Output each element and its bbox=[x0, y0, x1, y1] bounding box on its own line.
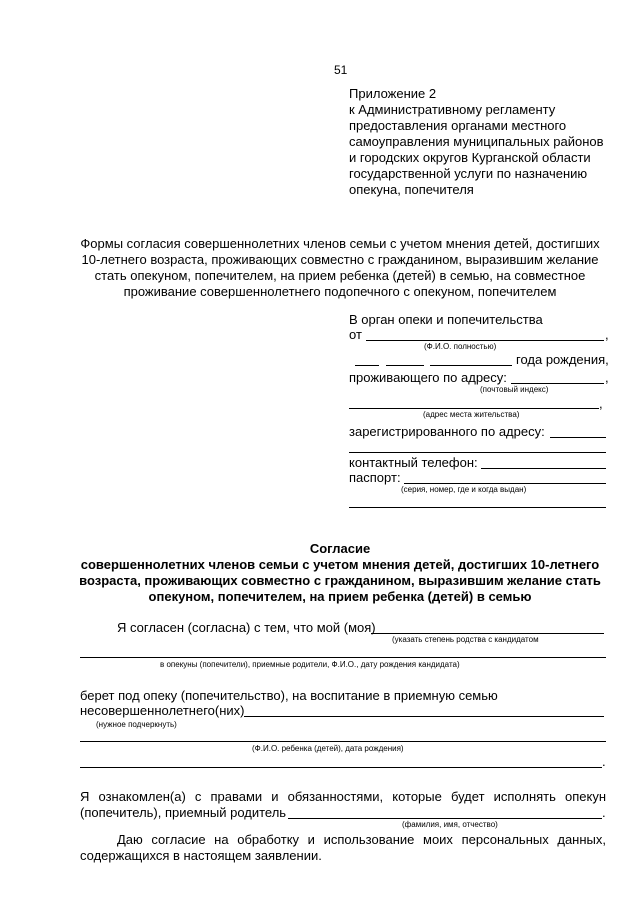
postal-line[interactable] bbox=[511, 383, 604, 384]
period: . bbox=[602, 754, 606, 769]
fio-hint: (Ф.И.О. полностью) bbox=[424, 342, 497, 351]
birth-year-label: года рождения, bbox=[516, 352, 609, 367]
phone-line[interactable] bbox=[481, 468, 606, 469]
postal-hint: (почтовый индекс) bbox=[480, 385, 549, 394]
kinship-hint: (указать степень родства с кандидатом bbox=[392, 635, 539, 644]
comma: , bbox=[605, 327, 609, 342]
familiar-line-1: Я ознакомлен(а) с правами и обязанностями, которые будет исполнять опекун bbox=[80, 789, 606, 804]
agree-text: Я согласен (согласна) с тем, что мой (моя) bbox=[117, 620, 376, 635]
phone-label: контактный телефон: bbox=[349, 455, 478, 470]
name-line[interactable] bbox=[288, 818, 602, 819]
pd-line-2: содержащихся в настоящем заявлении. bbox=[80, 848, 322, 863]
birth-month-line[interactable] bbox=[386, 365, 424, 366]
appendix-line: и городских округов Курганской области bbox=[349, 150, 591, 165]
underline-hint: (нужное подчеркнуть) bbox=[96, 720, 177, 729]
pd-line-1: Даю согласие на обработку и использование моих персональных данных, bbox=[117, 832, 606, 847]
living-label: проживающего по адресу: bbox=[349, 370, 507, 385]
appendix-line: опекуна, попечителя bbox=[349, 182, 474, 197]
consent-subtitle-line: возраста, проживающих совместно с гражданином, выразившим желание стать bbox=[79, 573, 601, 588]
consent-title: Согласие bbox=[309, 541, 371, 556]
period: . bbox=[602, 805, 606, 820]
appendix-line: Приложение 2 bbox=[349, 86, 437, 101]
forms-title-line: Формы согласия совершеннолетних членов семьи с учетом мнения детей, достигших bbox=[80, 236, 600, 251]
appendix-line: государственной услуги по назначению bbox=[349, 166, 588, 181]
minor-text: несовершеннолетнего(них) bbox=[80, 703, 245, 718]
passport-label: паспорт: bbox=[349, 470, 401, 485]
address-hint: (адрес места жительства) bbox=[423, 410, 520, 419]
forms-title-line: 10-летнего возраста, проживающих совместно с гражданином, выразившим желание bbox=[81, 252, 599, 267]
consent-subtitle-line: опекуном, попечителем, на прием ребенка (детей) в семью bbox=[148, 589, 532, 604]
forms-title-line: проживание совершеннолетнего подопечного с опекуном, попечителем bbox=[123, 284, 557, 299]
kinship-line[interactable] bbox=[371, 633, 604, 634]
consent-subtitle-line: совершеннолетних членов семьи с учетом мнения детей, достигших 10-летнего bbox=[80, 557, 600, 572]
registered-label: зарегистрированного по адресу: bbox=[349, 424, 545, 439]
appendix-line: к Административному регламенту bbox=[349, 102, 556, 117]
from-line[interactable] bbox=[366, 340, 604, 341]
registered-line[interactable] bbox=[550, 437, 606, 438]
comma: , bbox=[599, 396, 603, 411]
registered-line-2[interactable] bbox=[349, 452, 606, 453]
passport-line[interactable] bbox=[404, 483, 606, 484]
appendix-line: самоуправления муниципальных районов bbox=[349, 134, 604, 149]
address-line[interactable] bbox=[349, 408, 599, 409]
forms-title-line: стать опекуном, попечителем, на прием ребенка (детей) в семью, на совместное bbox=[94, 268, 586, 283]
takes-custody-text: берет под опеку (попечительство), на воспитание в приемную семью bbox=[80, 688, 498, 703]
name-hint: (фамилия, имя, отчество) bbox=[402, 820, 498, 829]
familiar-line-2: (попечитель), приемный родитель bbox=[80, 805, 287, 820]
birth-year-line[interactable] bbox=[430, 365, 512, 366]
child-line[interactable] bbox=[80, 741, 606, 742]
comma: , bbox=[605, 370, 609, 385]
page-number: 51 bbox=[334, 63, 348, 77]
appendix-line: предоставления органами местного bbox=[349, 118, 567, 133]
passport-line-2[interactable] bbox=[349, 507, 606, 508]
child-hint: (Ф.И.О. ребенка (детей), дата рождения) bbox=[252, 744, 404, 753]
addressee-to: В орган опеки и попечительства bbox=[349, 312, 543, 327]
minor-line[interactable] bbox=[244, 716, 604, 717]
guardians-hint: в опекуны (попечители), приемные родители, Ф.И.О., дату рождения кандидата) bbox=[160, 660, 460, 669]
guardians-line[interactable] bbox=[80, 657, 606, 658]
birth-day-line[interactable] bbox=[355, 365, 379, 366]
child-line-2[interactable] bbox=[80, 767, 602, 768]
passport-hint: (серия, номер, где и когда выдан) bbox=[401, 485, 527, 494]
from-label: от bbox=[349, 327, 362, 342]
